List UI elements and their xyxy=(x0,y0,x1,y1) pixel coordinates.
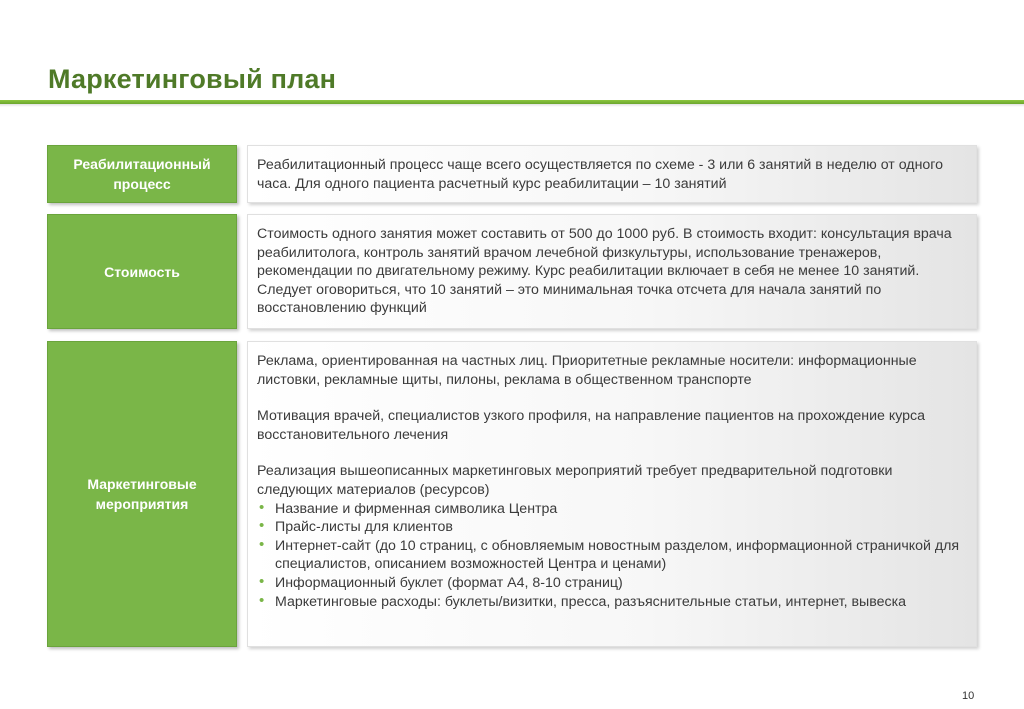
label-marketing-activities xyxy=(47,341,237,647)
title-divider-shadow xyxy=(0,104,1024,107)
label-rehab-process xyxy=(47,145,237,203)
cost-text: Стоимость одного занятия может составить от 500 до 1000 руб. В стоимость входит: консультация врача реабилитолога, контроль занятий врачом лечебной физкультуры, использование тренажеров, рекомендации по двигательному режиму. Курс реабилитации включает в себя не менее 10 занятий. Следует оговориться, что 10 занятий – это минимальная точка отсчета для начала занятий по восстановлению функций xyxy=(257,226,952,317)
label-rehab-process-text: Реабилитационный процесс xyxy=(73,156,211,192)
content-cost xyxy=(247,214,977,329)
rehab-process-text: Реабилитационный процесс чаще всего осуществляется по схеме - 3 или 6 занятий в неделю от одного часа. Для одного пациента расчетный курс реабилитации – 10 занятий xyxy=(257,157,944,192)
content-marketing-activities xyxy=(247,341,977,647)
label-marketing-activities-text: Маркетинговые мероприятия xyxy=(87,476,197,512)
list-item: • Маркетинговые расходы: буклеты/визитки, пресса, разъяснительные статьи, интернет, вывеска xyxy=(257,593,966,612)
list-item: • Интернет-сайт (до 10 страниц, с обновляемым новостным разделом, информационной страничкой для специалистов, описанием возможностей Центра и ценами) xyxy=(257,537,966,574)
label-cost xyxy=(47,214,237,329)
list-item: • Прайс-листы для клиентов xyxy=(257,518,966,537)
label-cost-text: Стоимость xyxy=(104,263,180,280)
page-number: 10 xyxy=(962,690,975,702)
list-item: • Название и фирменная символика Центра xyxy=(257,500,966,519)
content-rehab-process xyxy=(247,145,977,203)
marketing-motivation-text: Мотивация врачей, специалистов узкого профиля, на направление пациентов на прохождение курса восстановительного лечения xyxy=(257,408,926,443)
slide-title: Маркетинговый план xyxy=(48,64,337,94)
list-item: • Информационный буклет (формат А4, 8-10 страниц) xyxy=(257,574,966,593)
marketing-advertising-text: Реклама, ориентированная на частных лиц. Приоритетные рекламные носители: информационные листовки, рекламные щиты, пилоны, реклама в общественном транспорте xyxy=(257,353,917,388)
resources-list xyxy=(257,500,966,612)
marketing-resources-text: Реализация вышеописанных маркетинговых мероприятий требует предварительной подготовки следующих материалов (ресурсов) xyxy=(257,463,893,498)
